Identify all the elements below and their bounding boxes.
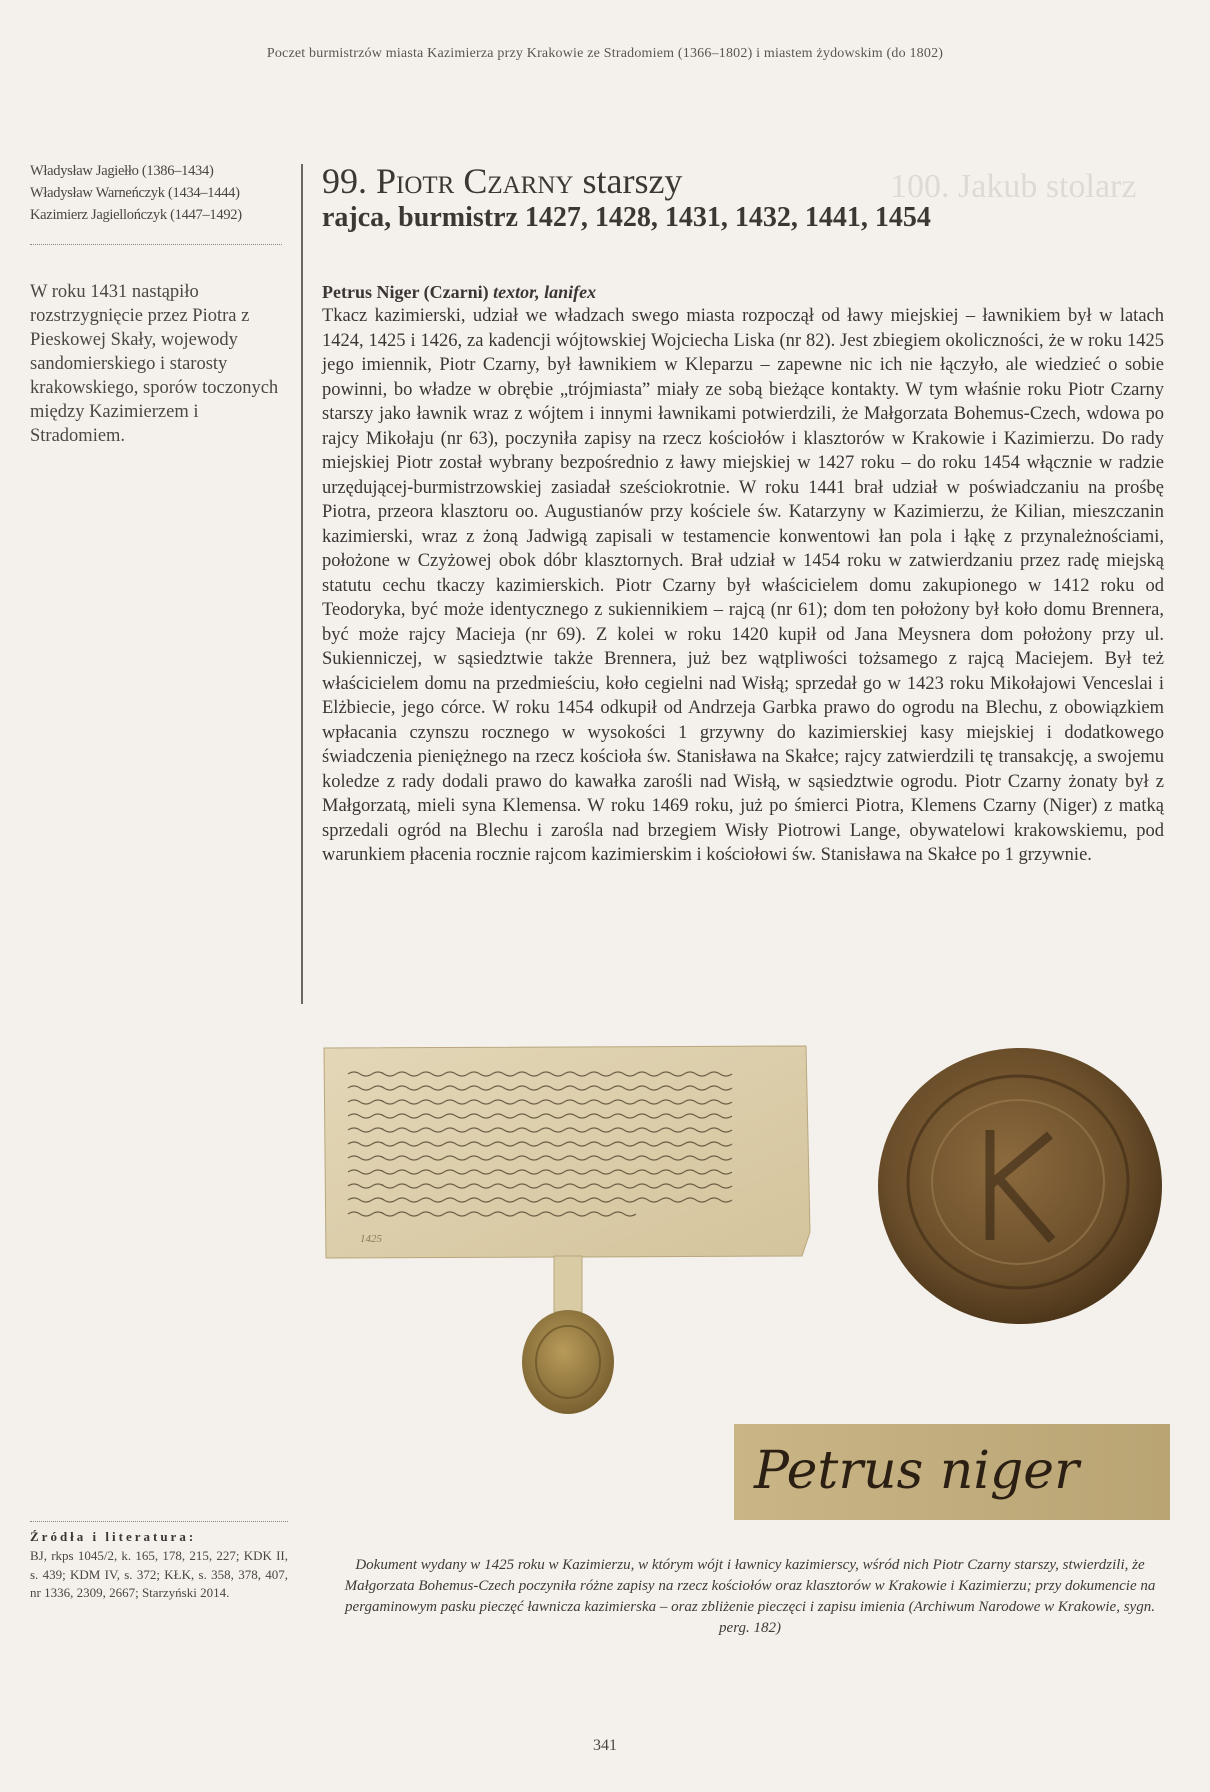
ghost-title: 100. Jakub stolarz xyxy=(890,168,1137,205)
latin-occupation: textor, lanifex xyxy=(493,282,597,302)
entry-name: Piotr Czarny xyxy=(376,161,574,201)
sidebar xyxy=(30,160,282,448)
seal-closeup-image xyxy=(870,1040,1168,1332)
running-head: Poczet burmistrzów miasta Kazimierza przy Krakowie ze Stradomiem (1366–1802) i miastem żydowskim (do 1802) xyxy=(266,46,944,61)
entry-body xyxy=(322,280,1164,868)
doc-year-mark: 1425 xyxy=(360,1233,382,1245)
entry-subtitle: rajca, burmistrz 1427, 1428, 1431, 1432, 1441, 1454 xyxy=(322,202,931,233)
entry-number: 99. xyxy=(322,161,367,201)
side-note: W roku 1431 nastąpiło rozstrzygnięcie przez Piotra z Pieskowej Skały, wojewody sandomierskiego i starosty krakowskiego, sporów toczonych między Kazimierzem i Stradomiem. xyxy=(30,282,279,446)
reign-item: Kazimierz Jagiellończyk (1447–1492) xyxy=(30,207,242,223)
signature-text: Petrus niger xyxy=(754,1441,1079,1501)
figure xyxy=(318,1040,1168,1545)
vertical-rule xyxy=(301,164,303,1004)
entry-heading xyxy=(322,160,1142,236)
latin-name-line xyxy=(322,280,1164,304)
sources-text: BJ, rkps 1045/2, k. 165, 178, 215, 227; KDK II, s. 439; KDM IV, s. 372; KŁK, s. 358, 378, 407, nr 1336, 2309, 2667; Starzyński 2014. xyxy=(30,1548,288,1600)
sources-block xyxy=(30,1521,288,1603)
reign-item: Władysław Jagiełło (1386–1434) xyxy=(30,163,214,179)
signature-closeup-image xyxy=(734,1424,1170,1520)
page-number: 341 xyxy=(593,1737,617,1754)
figure-caption: Dokument wydany w 1425 roku w Kazimierzu, w którym wójt i ławnicy kazimierscy, wśród nich Piotr Czarny starszy, stwierdzili, że Małgorzata Bohemus-Czech poczyniła różne zapisy na rzecz kościołów oraz klasztorów w Krakowie i Kazimierzu; przy dokumencie na pergaminowym pasku pieczęć ławnicza kazimierska – oraz zbliżenie pieczęci i zapisu imienia (Archiwum Narodowe w Krakowie, sygn. perg. 182) xyxy=(344,1557,1156,1636)
body-text: Tkacz kazimierski, udział we władzach swego miasta rozpoczął od ławy miejskiej – ławnikiem był w latach 1424, 1425 i 1426, za kadencji wójtowskiej Wojciecha Liska (nr 82). Jest zbiegiem okoliczności, że w roku 1425 jego imiennik, Piotr Czarny, był ławnikiem w Kleparzu – zapewne nic ich nie łączyło, ale wiedzieć o sobie powinni, bo władze w obrębie „trójmiasta” miały ze sobą bieżące kontakty. W tym właśnie roku Piotr Czarny starszy jako ławnik wraz z wójtem i innymi ławnikami potwierdzili, że Małgorzata Bohemus-Czech, wdowa po rajcy Mikołaju (nr 63), poczyniła zapisy na rzecz kościołów i klasztorów w Krakowie i Kazimierzu. Do rady miejskiej Piotr został wybrany bezpośrednio z ławy miejskiej w 1427 roku – do roku 1454 włącznie w radzie urzędującej-burmistrzowskiej zasiadał sześciokrotnie. W roku 1441 brał udział w poświadczaniu na prośbę Piotra, przeora klasztoru oo. Augustianów przy kościele św. Katarzyny w Kazimierzu, że Kilian, mieszczanin kazimierski, wraz z żoną Jadwigą zapisali w testamencie konwentowi łan pola i łąkę z przynależnościami, położone w Czyżowej obok dóbr klasztornych. Brał udział w 1454 roku w zatwierdzaniu przez radę miejską statutu cechu tkaczy kazimierskich. Piotr Czarny był właścicielem domu zakupionego w 1412 roku od Teodoryka, być może identycznego z sukiennikiem – rajcą (nr 61); dom ten położony był koło domu Brennera, być może rajcy Macieja (nr 69). Z kolei w roku 1420 kupił od Jana Meysnera dom położony przy ul. Sukienniczej, w sąsiedztwie także Brennera, już bez wątpliwości tożsamego z rajcą Maciejem. Był też właścicielem domu na przedmieściu, koło cegielni nad Wisłą; sprzedał go w 1423 roku Mikołajowi Venceslai i Elżbiecie, jego córce. W roku 1454 odkupił od Andrzeja Garbka prawo do ogrodu na Blechu, z obowiązkiem wpłacania czynszu rocznego w wysokości 1 grzywny do kazimierskiej kasy miejskiej i dodatkowego świadczenia pieniężnego na rzecz kościoła św. Stanisława na Skałce; rajcy zatwierdzili tę transakcję, a swojemu koledze z rady dodali prawo do kawałka zarośli nad Wisłą, w sąsiedztwie ogrodu. Piotr Czarny żonaty był z Małgorzatą, mieli syna Klemensa. W roku 1469 roku, już po śmierci Piotra, Klemens Czarny (Niger) z matką sprzedali ogród na Blechu i zarośla nad brzegiem Wisły Piotrowi Lange, obywatelowi krakowskiemu, pod warunkiem płacenia rocznie rajcom kazimierskim i kościołowi św. Stanisława na Skałce po 1 grzywnie. xyxy=(322,306,1164,865)
reign-item: Władysław Warneńczyk (1434–1444) xyxy=(30,185,240,201)
divider xyxy=(30,1521,288,1522)
reigns-list xyxy=(30,160,282,226)
entry-name-suffix: starszy xyxy=(582,161,683,201)
entry-title xyxy=(322,160,1142,202)
sources-heading: Źródła i literatura: xyxy=(30,1529,197,1544)
latin-name: Petrus Niger (Czarni) xyxy=(322,282,489,302)
divider xyxy=(30,244,282,245)
parchment-document-image xyxy=(318,1044,814,1460)
